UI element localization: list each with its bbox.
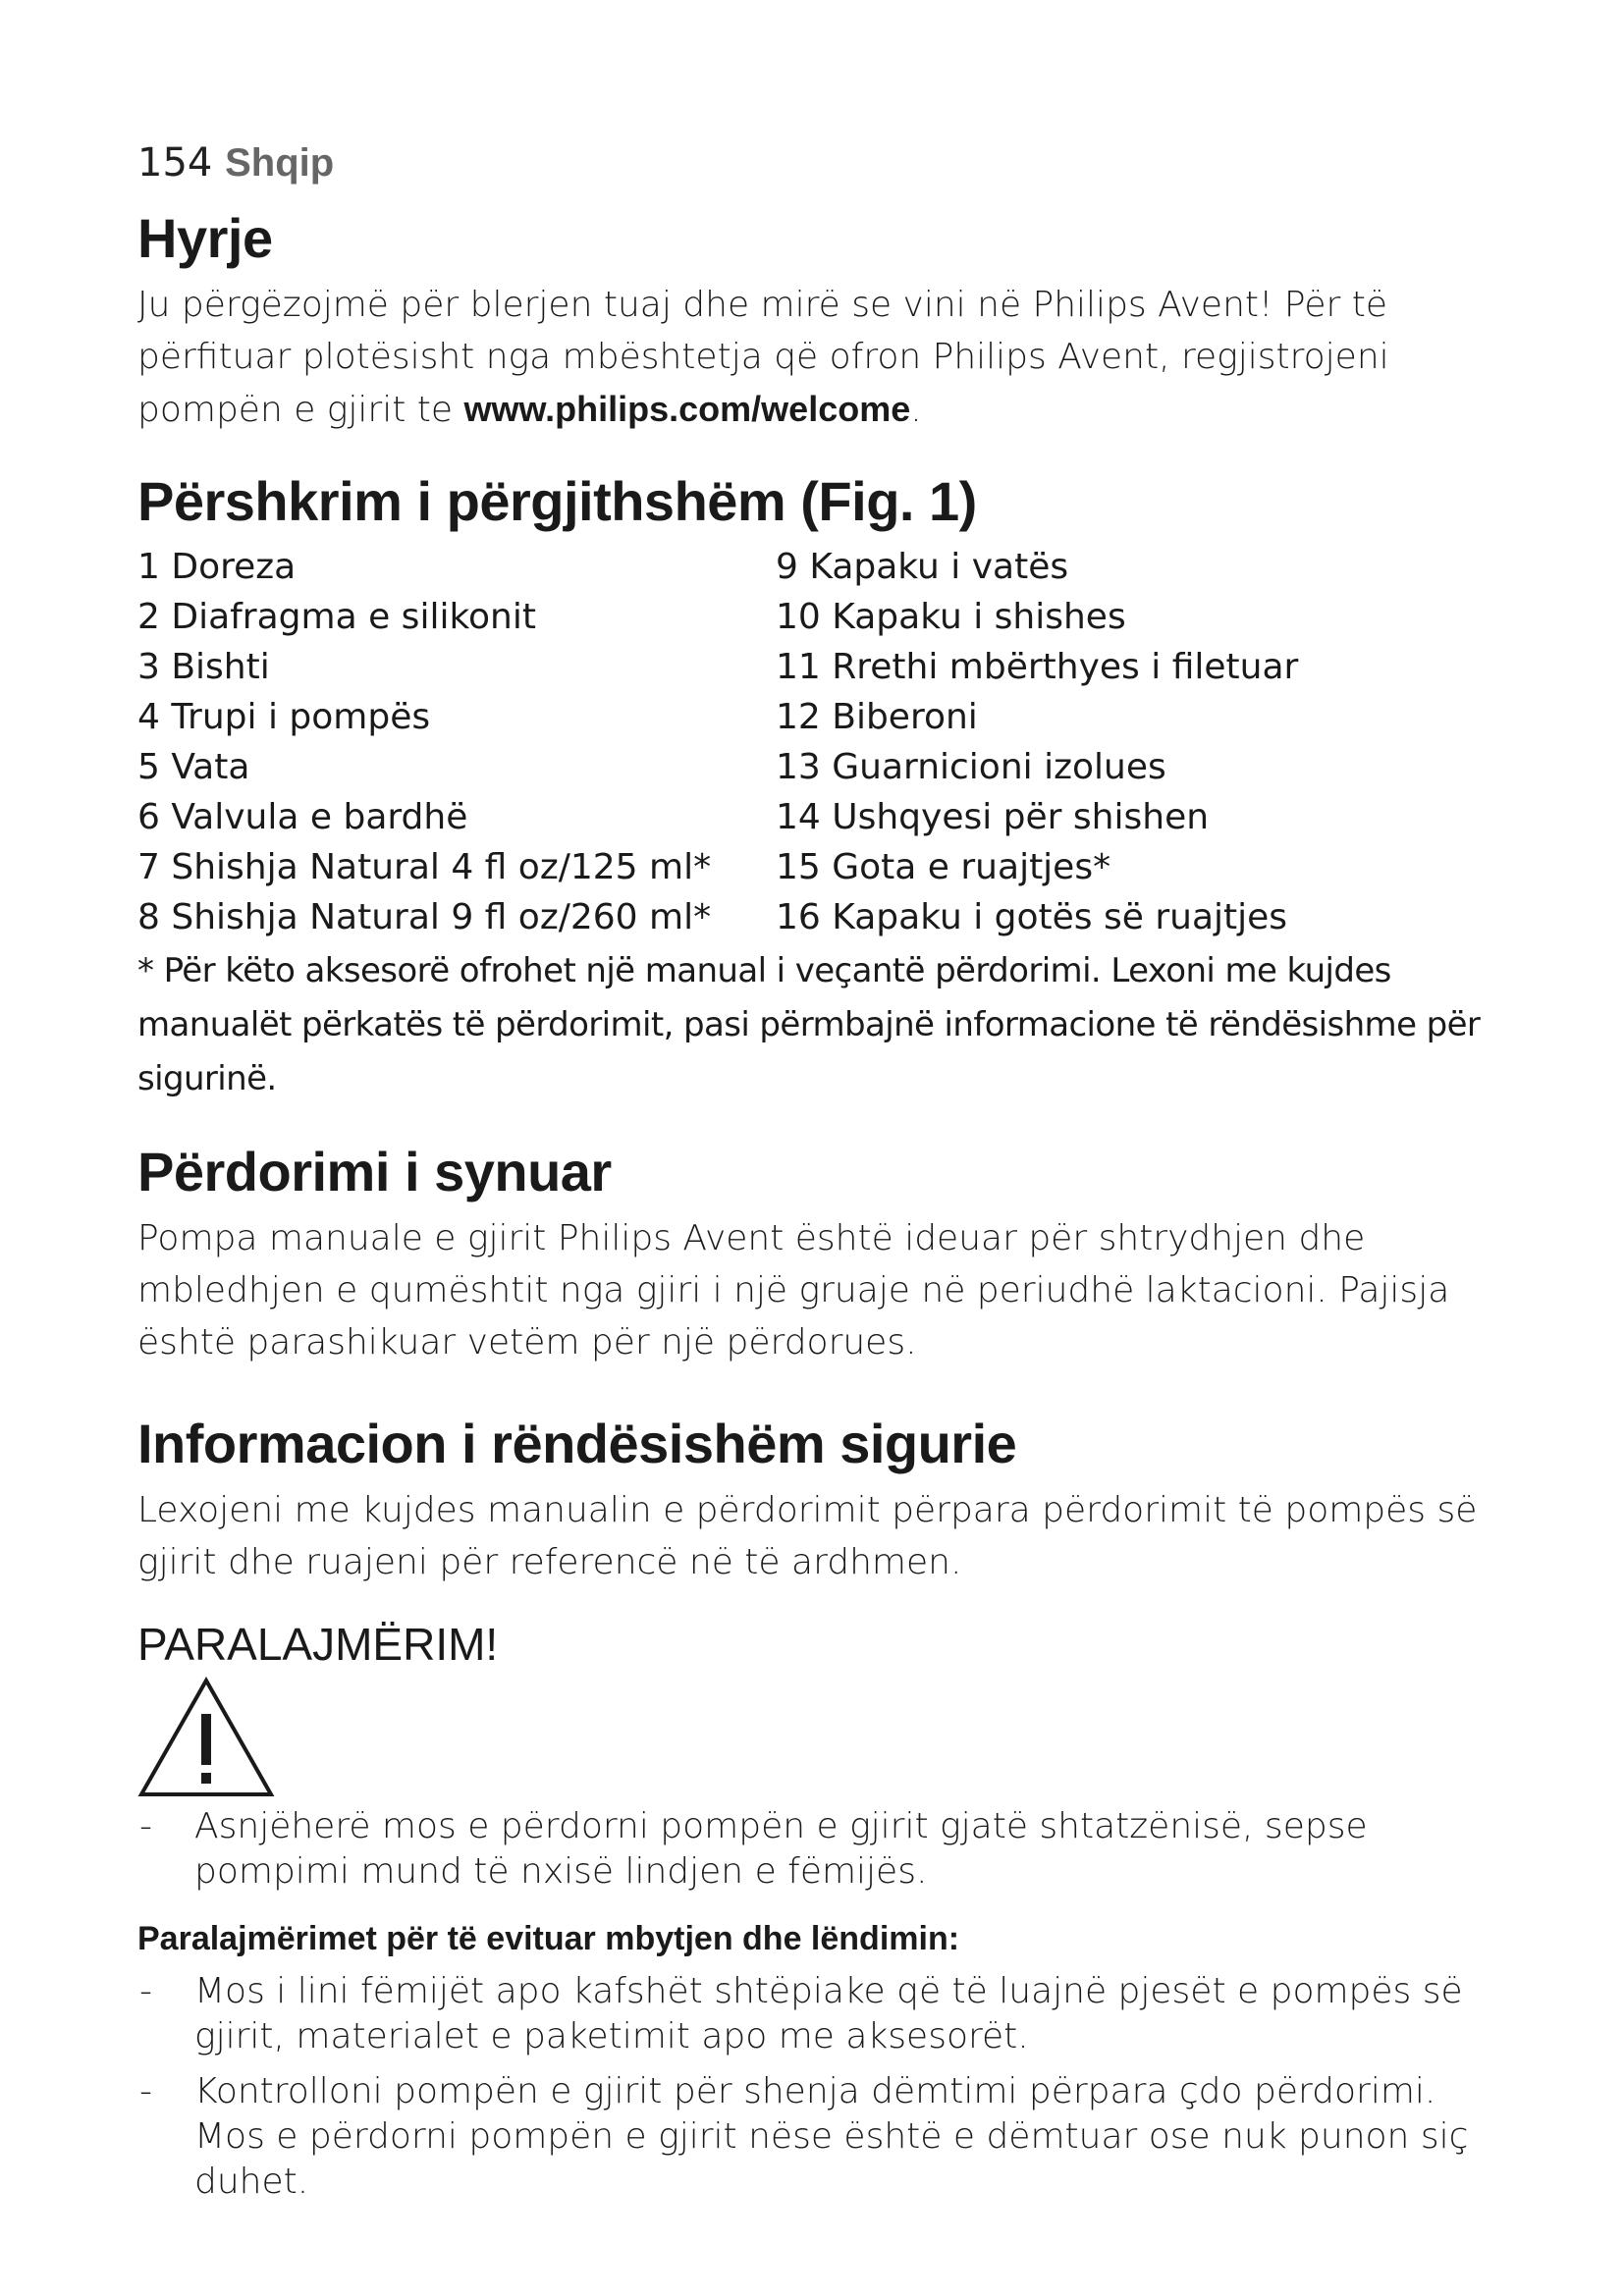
part-item: 4 Trupi i pompës: [137, 697, 431, 737]
accessories-note: * Për këto aksesorë ofrohet një manual i veçantë përdorimi. Lexoni me kujdes manualët përkatës të përdorimit, pasi përmbajnë informacione të rëndësishme për sigurinë.: [137, 951, 1481, 1098]
warning-list: [137, 1804, 1512, 1895]
part-item: 1 Doreza: [137, 547, 297, 587]
warning-title: PARALAJMËRIM!: [137, 1619, 499, 1670]
overview-title: Përshkrim i përgjithshëm (Fig. 1): [137, 470, 977, 532]
bullet-dash: -: [139, 1806, 152, 1846]
intended-use-section: [137, 1140, 1512, 1368]
parts-list: [137, 542, 1512, 942]
list-item: [137, 1969, 1512, 2059]
part-item: 2 Diafragma e silikonit: [137, 597, 536, 637]
parts-column-right: [776, 542, 1414, 942]
intro-period: .: [910, 390, 922, 430]
part-item: 7 Shishja Natural 4 fl oz/125 ml*: [137, 847, 712, 887]
part-item: 10 Kapaku i shishes: [776, 597, 1126, 637]
intro-title: Hyrje: [137, 207, 273, 269]
part-item: 16 Kapaku i gotës së ruajtjes: [776, 897, 1288, 937]
safety-section: [137, 1412, 1512, 2205]
part-item: 3 Bishti: [137, 647, 270, 687]
bullet-dash: -: [139, 2071, 152, 2111]
parts-column-left: [137, 542, 776, 942]
intro-section: [137, 206, 1512, 436]
part-item: 12 Biberoni: [776, 697, 978, 737]
intro-body: Ju përgëzojmë për blerjen tuaj dhe mirë se vini në Philips Avent! Për të përfituar plotësisht nga mbështetja që ofron Philips Avent, regjistrojeni pompën e gjirit te: [137, 285, 1389, 430]
list-item-text: Kontrolloni pompën e gjirit për shenja dëmtimi përpara çdo përdorimi. Mos e përdorni pompën e gjirit nëse është e dëmtuar ose nuk punon siç duhet.: [194, 2071, 1469, 2202]
warning-item-text: Asnjëherë mos e përdorni pompën e gjirit gjatë shtatzënisë, sepse pompimi mund të nxisë lindjen e fëmijës.: [194, 1806, 1368, 1892]
part-item: 14 Ushqyesi për shishen: [776, 797, 1210, 837]
intro-text: [137, 279, 1512, 436]
document-page: [137, 137, 1512, 2215]
part-item: 9 Kapaku i vatës: [776, 547, 1069, 587]
list-item-text: Mos i lini fëmijët apo kafshët shtëpiake që të luajnë pjesët e pompës së gjirit, materialet e paketimit apo me aksesorët.: [194, 1971, 1463, 2056]
warning-triangle-icon: [137, 1677, 275, 1798]
page-header: [137, 137, 1512, 188]
list-item: [137, 2069, 1512, 2205]
warning-item: [137, 1804, 1512, 1895]
part-item: 5 Vata: [137, 747, 250, 787]
safety-title: Informacion i rëndësishëm sigurie: [137, 1413, 1017, 1474]
bullet-dash: -: [139, 1971, 152, 2011]
intended-use-text: Pompa manuale e gjirit Philips Avent është ideuar për shtrydhjen dhe mbledhjen e qumështit nga gjiri i një gruaje në periudhë laktacioni. Pajisja është parashikuar vetëm për një përdorues.: [137, 1218, 1450, 1362]
welcome-link[interactable]: www.philips.com/welcome: [463, 389, 911, 429]
choking-warning-list: [137, 1969, 1512, 2205]
part-item: 13 Guarnicioni izolues: [776, 747, 1166, 787]
part-item: 11 Rrethi mbërthyes i filetuar: [776, 647, 1299, 687]
overview-section: [137, 469, 1512, 1106]
choking-warning-subheading: Paralajmërimet për të evituar mbytjen dhe lëndimin:: [137, 1920, 960, 1957]
part-item: 15 Gota e ruajtjes*: [776, 847, 1111, 887]
safety-text: Lexojeni me kujdes manualin e përdorimit përpara përdorimit të pompës së gjirit dhe ruajeni për referencë në të ardhmen.: [137, 1490, 1478, 1582]
page-number: 154: [137, 140, 213, 186]
intended-use-title: Përdorimi i synuar: [137, 1141, 612, 1202]
part-item: 8 Shishja Natural 9 fl oz/260 ml*: [137, 897, 712, 937]
part-item: 6 Valvula e bardhë: [137, 797, 468, 837]
language-label: Shqip: [225, 141, 335, 185]
